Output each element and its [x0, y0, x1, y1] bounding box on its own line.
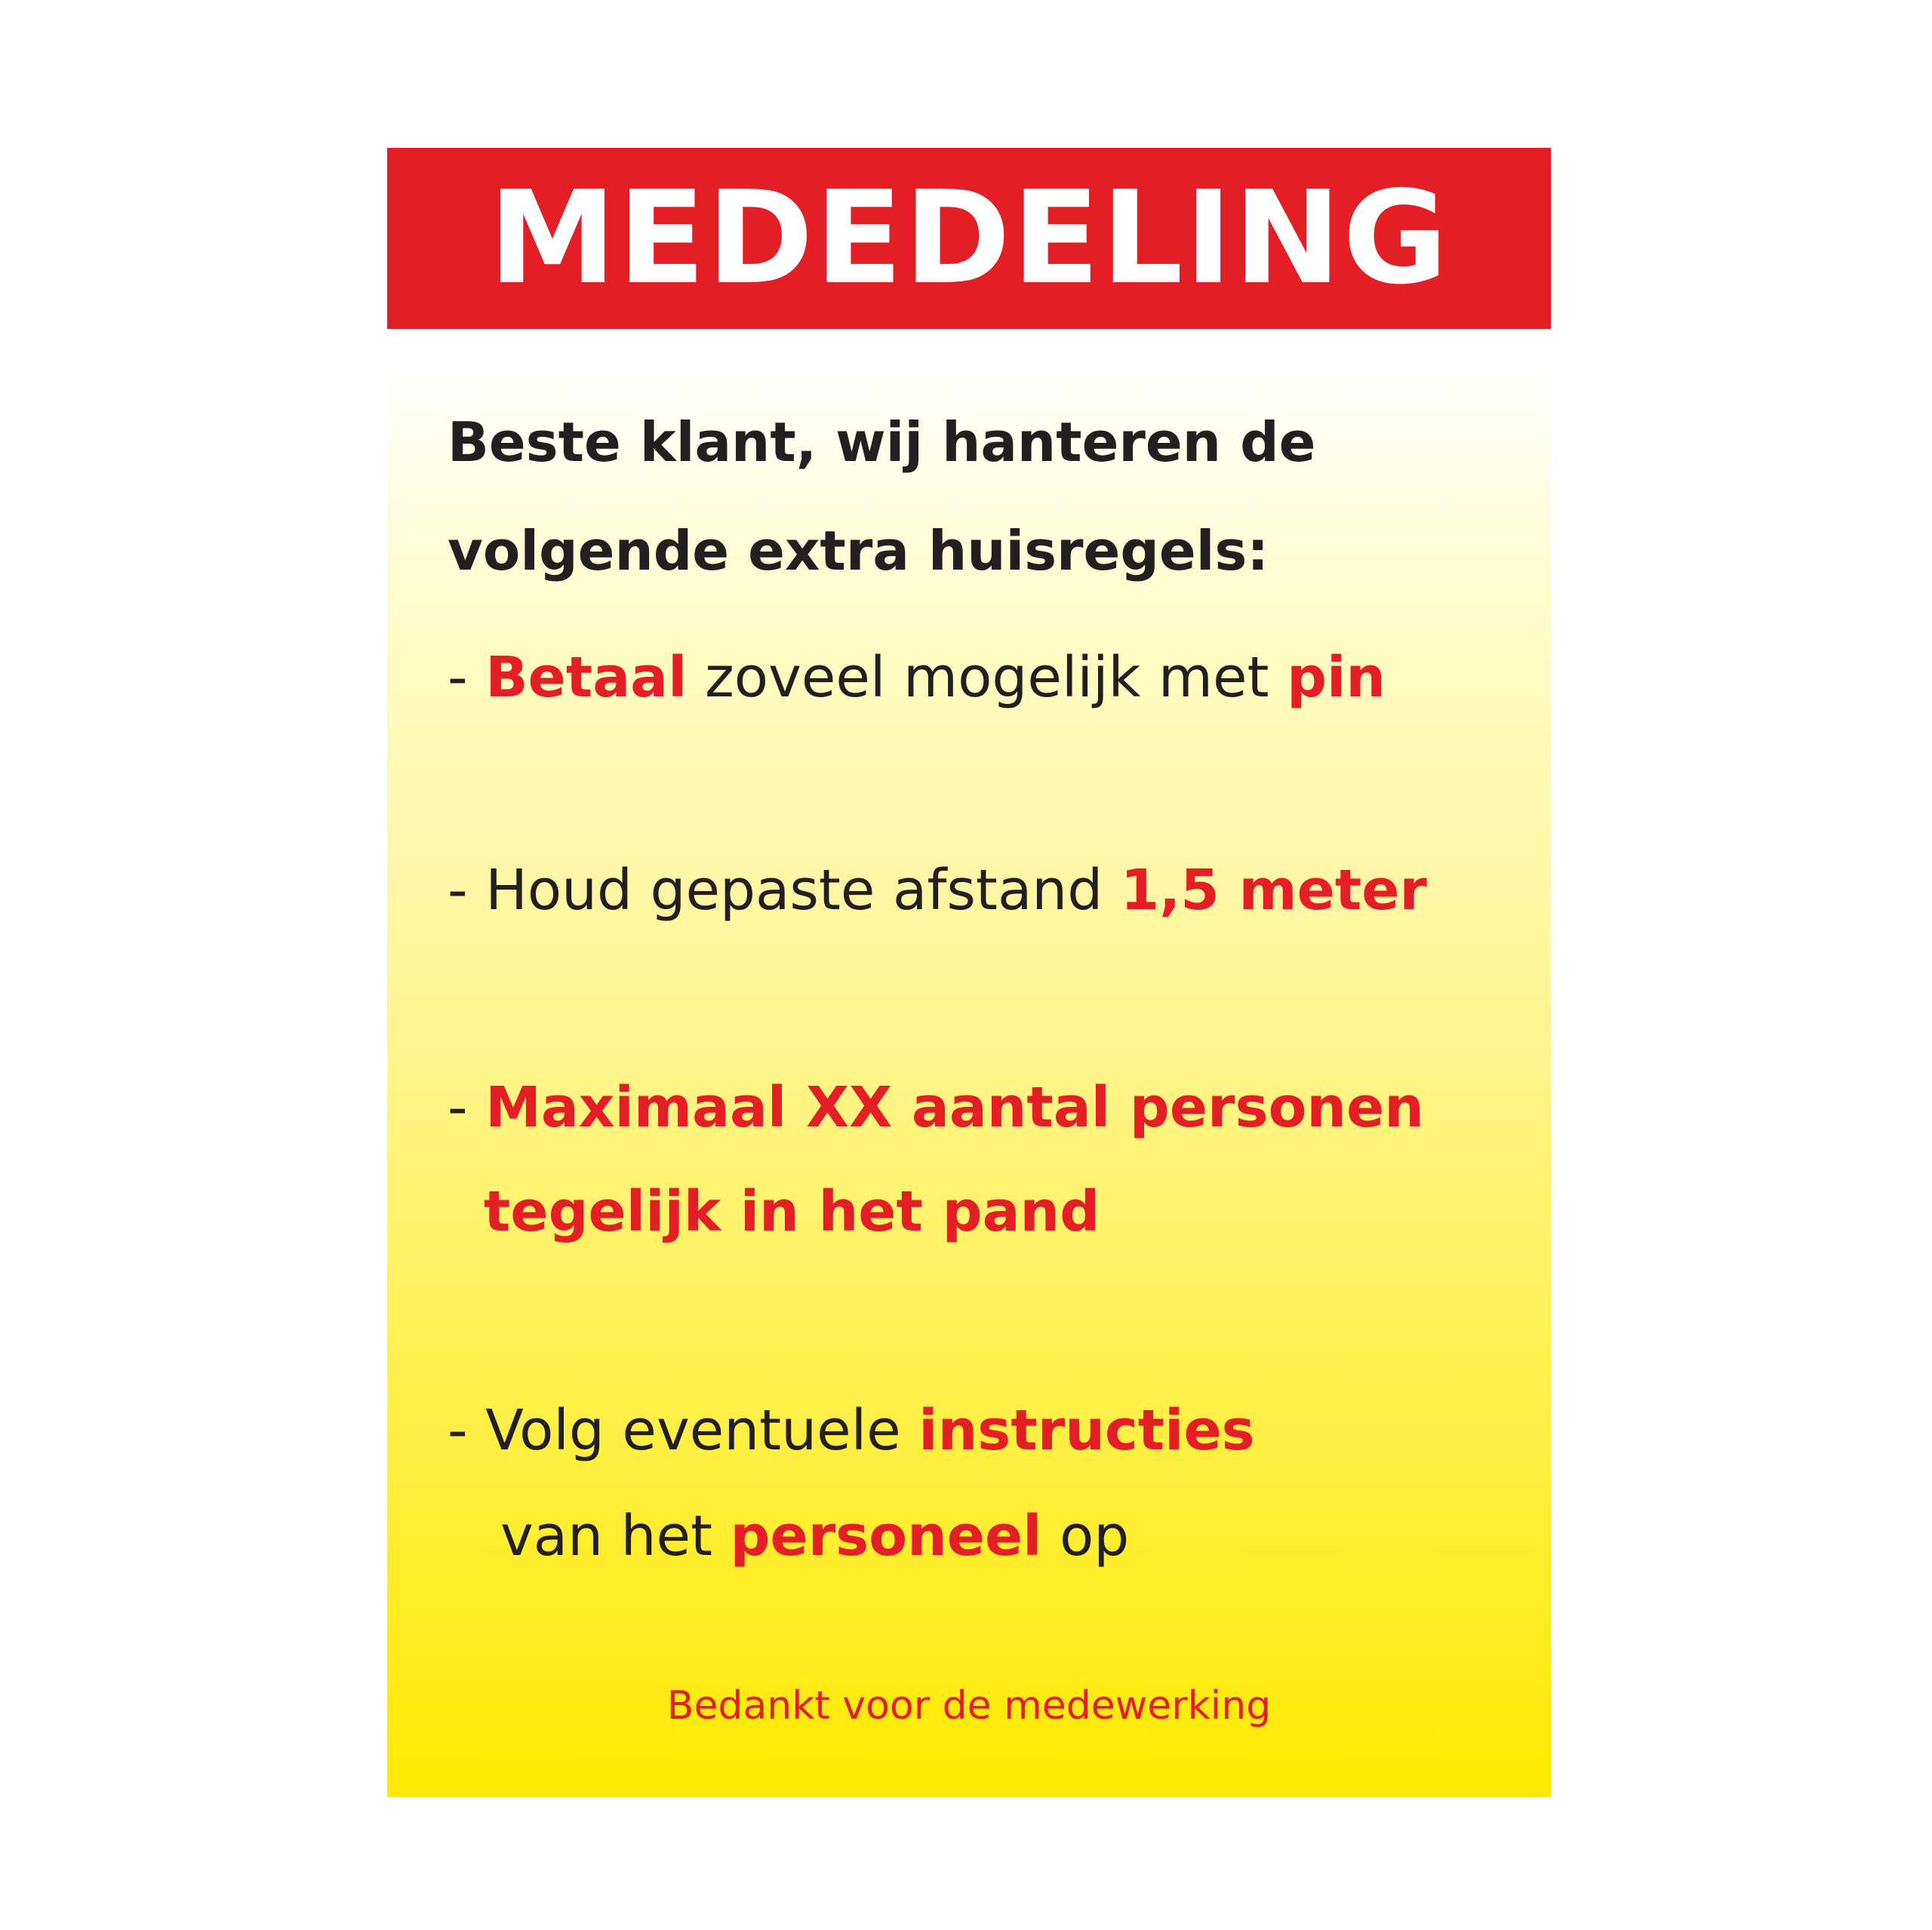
rule-pay-by-card — [448, 640, 1386, 715]
rule-max-persons-line-1 — [448, 1070, 1424, 1145]
intro-line-2: volgende extra huisregels: — [448, 519, 1269, 582]
rule-1-strong-pin: pin — [1287, 645, 1386, 710]
footer-thanks: Bedankt voor de medewerking — [666, 1683, 1272, 1729]
intro-text — [448, 388, 1315, 605]
rule-3-prefix: - — [448, 1075, 486, 1140]
rule-4-line-2-suffix: op — [1041, 1504, 1130, 1569]
rule-1-prefix: - — [448, 645, 486, 710]
rule-4-line-2-prefix: van het — [500, 1504, 731, 1569]
rule-keep-distance — [448, 853, 1427, 928]
rule-2-prefix: - Houd gepaste afstand — [448, 858, 1121, 923]
rule-2-strong-distance: 1,5 meter — [1120, 858, 1427, 923]
rule-4-prefix: - Volg eventuele — [448, 1398, 919, 1463]
poster-title: MEDEDELING — [488, 164, 1450, 313]
rule-1-strong-pay: Betaal — [485, 645, 688, 710]
rule-4-strong-staff: personeel — [730, 1504, 1042, 1569]
rule-1-mid: zoveel mogelijk met — [687, 645, 1287, 710]
rule-4-strong-instructions: instructies — [918, 1398, 1255, 1463]
rule-follow-instructions-line-2 — [500, 1498, 1129, 1574]
intro-line-1: Beste klant, wij hanteren de — [448, 410, 1316, 474]
rule-follow-instructions-line-1 — [448, 1393, 1255, 1468]
rule-3-strong-line-1: Maximaal XX aantal personen — [485, 1075, 1424, 1140]
header-banner — [387, 148, 1551, 329]
notice-poster — [387, 148, 1551, 1797]
rule-3-strong-line-2: tegelijk in het pand — [484, 1179, 1100, 1244]
